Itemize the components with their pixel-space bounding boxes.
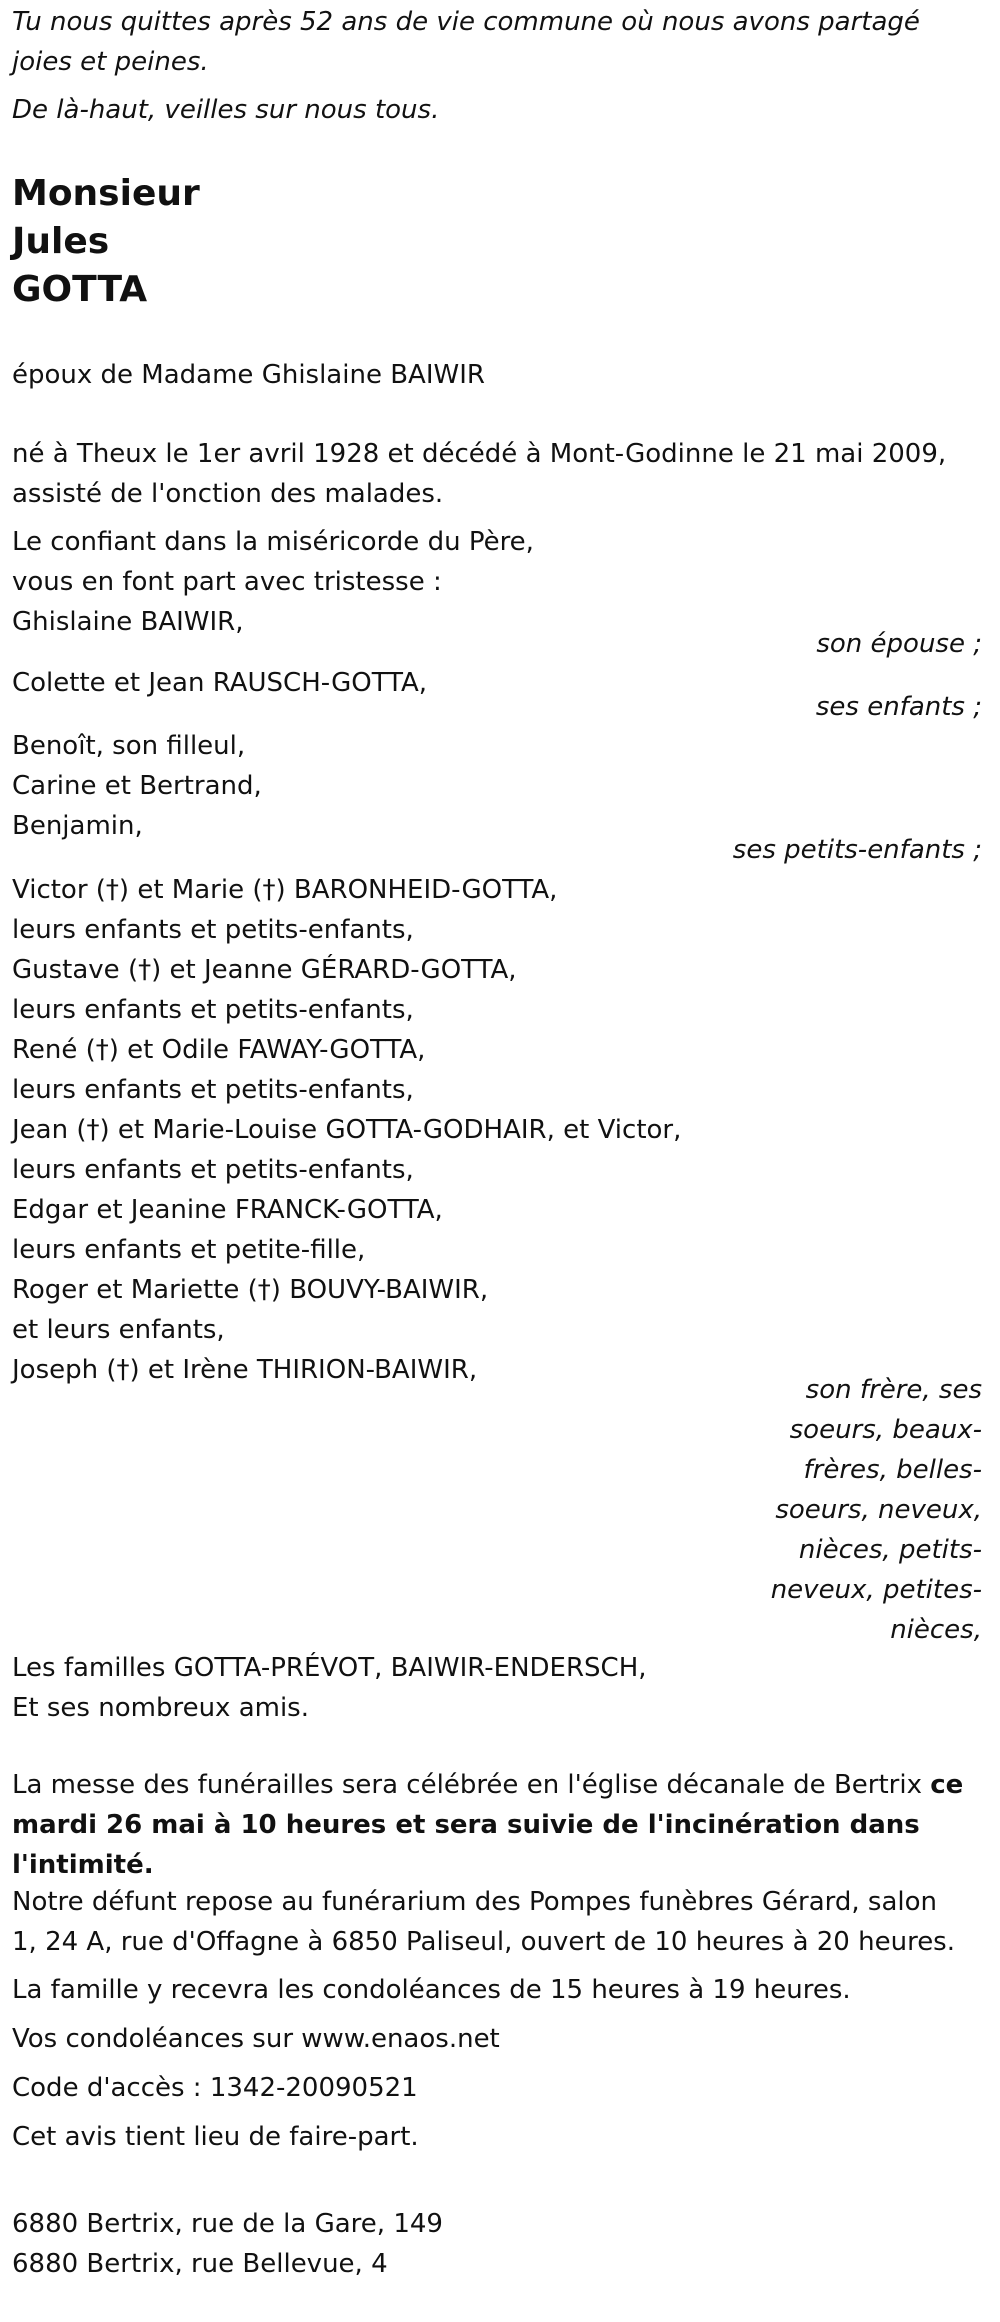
birth-death-line-1: né à Theux le 1er avril 1928 et décédé à Mont-Godinne le 21 mai 2009, <box>12 439 947 469</box>
grandchild-3: Benjamin, <box>12 811 143 841</box>
children-name: Colette et Jean RAUSCH-GOTTA, <box>12 668 428 698</box>
mass-bold-3: l'intimité. <box>12 1850 154 1880</box>
notice-line: Cet avis tient lieu de faire-part. <box>12 2122 419 2152</box>
rest-line-2: 1, 24 A, rue d'Offagne à 6850 Paliseul, ouvert de 10 heures à 20 heures. <box>12 1927 955 1957</box>
siblings-role-7: nièces, <box>890 1615 982 1645</box>
mass-plain: La messe des funérailles sera célébrée en l'église décanale de Bertrix <box>12 1770 922 1800</box>
intro-line-2: joies et peines. <box>12 47 209 77</box>
spouse-role: son épouse ; <box>816 629 982 659</box>
siblings-role-4: soeurs, neveux, <box>775 1495 982 1525</box>
children-role: ses enfants ; <box>815 692 982 722</box>
others-line-1: Les familles GOTTA-PRÉVOT, BAIWIR-ENDERSCH, <box>12 1653 647 1683</box>
siblings-list <box>12 870 681 1390</box>
addresses <box>12 2204 443 2284</box>
spouse-line: époux de Madame Ghislaine BAIWIR <box>12 360 485 390</box>
sibling-line-12: et leurs enfants, <box>12 1315 225 1345</box>
sibling-line-3: Gustave (†) et Jeanne GÉRARD-GOTTA, <box>12 955 517 985</box>
sibling-line-5: René (†) et Odile FAWAY-GOTTA, <box>12 1035 426 1065</box>
grandchild-2: Carine et Bertrand, <box>12 771 262 801</box>
condolences-web: Vos condoléances sur www.enaos.net <box>12 2024 500 2054</box>
sibling-line-11: Roger et Mariette (†) BOUVY-BAIWIR, <box>12 1275 489 1305</box>
siblings-role-1: son frère, ses <box>805 1375 982 1405</box>
sibling-line-10: leurs enfants et petite-fille, <box>12 1235 366 1265</box>
siblings-role-3: frères, belles- <box>803 1455 982 1485</box>
deceased-title: Monsieur <box>12 173 200 214</box>
deceased-first-name: Jules <box>12 221 110 262</box>
grandchild-1: Benoît, son filleul, <box>12 731 246 761</box>
announce-line-2: vous en font part avec tristesse : <box>12 567 442 597</box>
deceased-last-name: GOTTA <box>12 269 148 310</box>
sibling-line-4: leurs enfants et petits-enfants, <box>12 995 414 1025</box>
announce-line-1: Le confiant dans la miséricorde du Père, <box>12 527 534 557</box>
sibling-line-2: leurs enfants et petits-enfants, <box>12 915 414 945</box>
sibling-line-7: Jean (†) et Marie-Louise GOTTA-GODHAIR, et Victor, <box>12 1115 682 1145</box>
condolences-hours: La famille y recevra les condoléances de 15 heures à 19 heures. <box>12 1975 851 2005</box>
sibling-line-13: Joseph (†) et Irène THIRION-BAIWIR, <box>12 1355 478 1385</box>
sibling-line-1: Victor (†) et Marie (†) BARONHEID-GOTTA, <box>12 875 558 905</box>
grandchildren-list <box>12 726 262 846</box>
mass-bold-1: ce <box>930 1770 964 1800</box>
sibling-line-8: leurs enfants et petits-enfants, <box>12 1155 414 1185</box>
siblings-role-6: neveux, petites- <box>770 1575 982 1605</box>
intro-line-1: Tu nous quittes après 52 ans de vie commune où nous avons partagé <box>12 7 920 37</box>
access-code: Code d'accès : 1342-20090521 <box>12 2073 418 2103</box>
address-1: 6880 Bertrix, rue de la Gare, 149 <box>12 2209 443 2239</box>
siblings-role-5: nièces, petits- <box>798 1535 982 1565</box>
mass-bold-2: mardi 26 mai à 10 heures et sera suivie de l'incinération dans <box>12 1810 920 1840</box>
birth-death <box>12 434 946 514</box>
other-relatives <box>12 1648 647 1728</box>
address-2: 6880 Bertrix, rue Bellevue, 4 <box>12 2249 388 2279</box>
intro-line-3: De là-haut, veilles sur nous tous. <box>12 95 440 125</box>
spouse-name: Ghislaine BAIWIR, <box>12 607 244 637</box>
intro-text <box>12 2 920 130</box>
announce <box>12 522 534 642</box>
sibling-line-6: leurs enfants et petits-enfants, <box>12 1075 414 1105</box>
grandchildren-role: ses petits-enfants ; <box>732 835 982 865</box>
sibling-line-9: Edgar et Jeanine FRANCK-GOTTA, <box>12 1195 443 1225</box>
others-line-2: Et ses nombreux amis. <box>12 1693 309 1723</box>
rest-line-1: Notre défunt repose au funérarium des Pompes funèbres Gérard, salon <box>12 1887 937 1917</box>
rest-info <box>12 1882 955 1962</box>
birth-death-line-2: assisté de l'onction des malades. <box>12 479 444 509</box>
siblings-role-2: soeurs, beaux- <box>789 1415 982 1445</box>
deceased-name <box>12 170 200 314</box>
funeral-mass <box>12 1765 982 1885</box>
siblings-role <box>771 1370 988 1650</box>
